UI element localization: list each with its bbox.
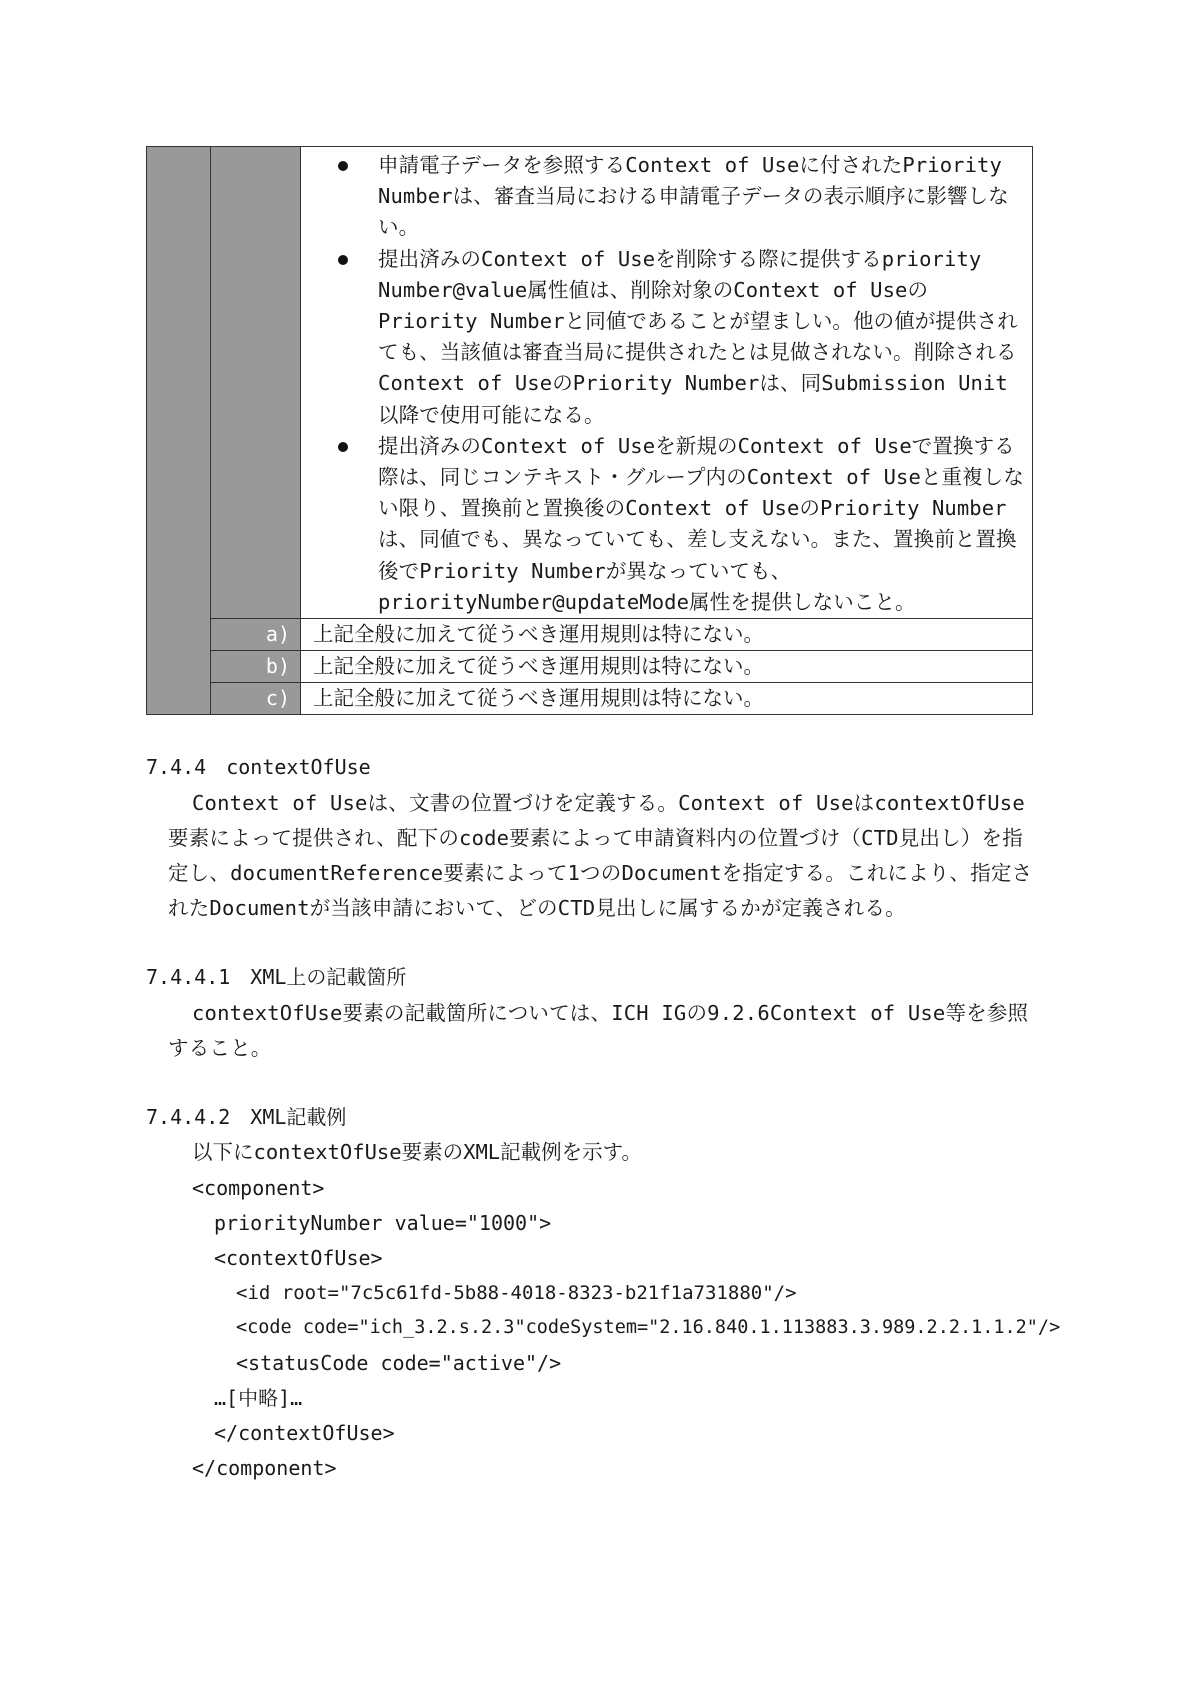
- rule-bullet-3: 提出済みのContext of Useを新規のContext of Useで置換する際は、同じコンテキスト・グループ内のContext of Useと重複しない限り、置換前と置換後のContext of UseのPriority Numberは、同値でも、異なっていても、差し支えない。また、置換前と置換後でPriority Numberが異なっていても、priorityNumber@updateMode属性を提供しないこと。: [301, 431, 1026, 618]
- bullet-dot-icon: [338, 255, 348, 265]
- xml-line-8: </contextOfUse>: [214, 1421, 395, 1445]
- bullet-dot-icon: [338, 442, 348, 452]
- row-label-a: a): [211, 619, 301, 651]
- table-gray-column: [147, 147, 211, 715]
- table-gray-subcolumn: [211, 147, 301, 619]
- xml-line-5: <code code="ich_3.2.s.2.3"codeSystem="2.16.840.1.113883.3.989.2.2.1.1.2"/>: [236, 1317, 1061, 1338]
- xml-line-6: <statusCode code="active"/>: [236, 1351, 562, 1375]
- rule-bullet-1: 申請電子データを参照するContext of Useに付されたPriority Numberは、審査当局における申請電子データの表示順序に影響しない。: [301, 150, 1026, 244]
- section-heading-7-4-4-2: 7.4.4.2 XML記載例: [146, 1105, 347, 1129]
- section-body-7-4-4-1: contextOfUse要素の記載箇所については、ICH IGの9.2.6Context of Use等を参照すること。: [168, 1001, 1029, 1060]
- section-intro-7-4-4-2: 以下にcontextOfUse要素のXML記載例を示す。: [192, 1140, 642, 1164]
- row-label-c: c): [211, 683, 301, 715]
- xml-line-2: priorityNumber value="1000">: [214, 1211, 552, 1235]
- xml-line-3: <contextOfUse>: [214, 1246, 383, 1270]
- row-text-a: 上記全般に加えて従うべき運用規則は特にない。: [301, 619, 1033, 651]
- xml-line-1: <component>: [192, 1176, 325, 1200]
- row-label-b: b): [211, 651, 301, 683]
- rules-bullet-list: [301, 147, 1032, 618]
- xml-line-4: <id root="7c5c61fd-5b88-4018-8323-b21f1a731880"/>: [236, 1282, 797, 1304]
- xml-line-9: </component>: [192, 1456, 337, 1480]
- row-text-b: 上記全般に加えて従うべき運用規則は特にない。: [301, 651, 1033, 683]
- section-heading-7-4-4-1: 7.4.4.1 XML上の記載箇所: [146, 965, 407, 989]
- rule-bullet-2: 提出済みのContext of Useを削除する際に提供するpriority Number@value属性値は、削除対象のContext of UseのPriority Numberと同値であることが望ましい。他の値が提供されても、当該値は審査当局に提供されたとは見做されない。削除されるContext of UseのPriority Numberは、同Submission Unit以降で使用可能になる。: [301, 244, 1026, 431]
- xml-line-7: …[中略]…: [214, 1386, 303, 1410]
- bullet-dot-icon: [338, 161, 348, 171]
- section-body-7-4-4: Context of Useは、文書の位置づけを定義する。Context of UseはcontextOfUse要素によって提供され、配下のcode要素によって申請資料内の位置づけ（CTD見出し）を指定し、documentReference要素によって1つのDocumentを指定する。これにより、指定されたDocumentが当該申請において、どのCTD見出しに属するかが定義される。: [168, 791, 1033, 920]
- rules-table: [146, 146, 1033, 715]
- general-rules-cell: [301, 147, 1033, 619]
- section-heading-7-4-4: 7.4.4 contextOfUse: [146, 755, 371, 779]
- row-text-c: 上記全般に加えて従うべき運用規則は特にない。: [301, 683, 1033, 715]
